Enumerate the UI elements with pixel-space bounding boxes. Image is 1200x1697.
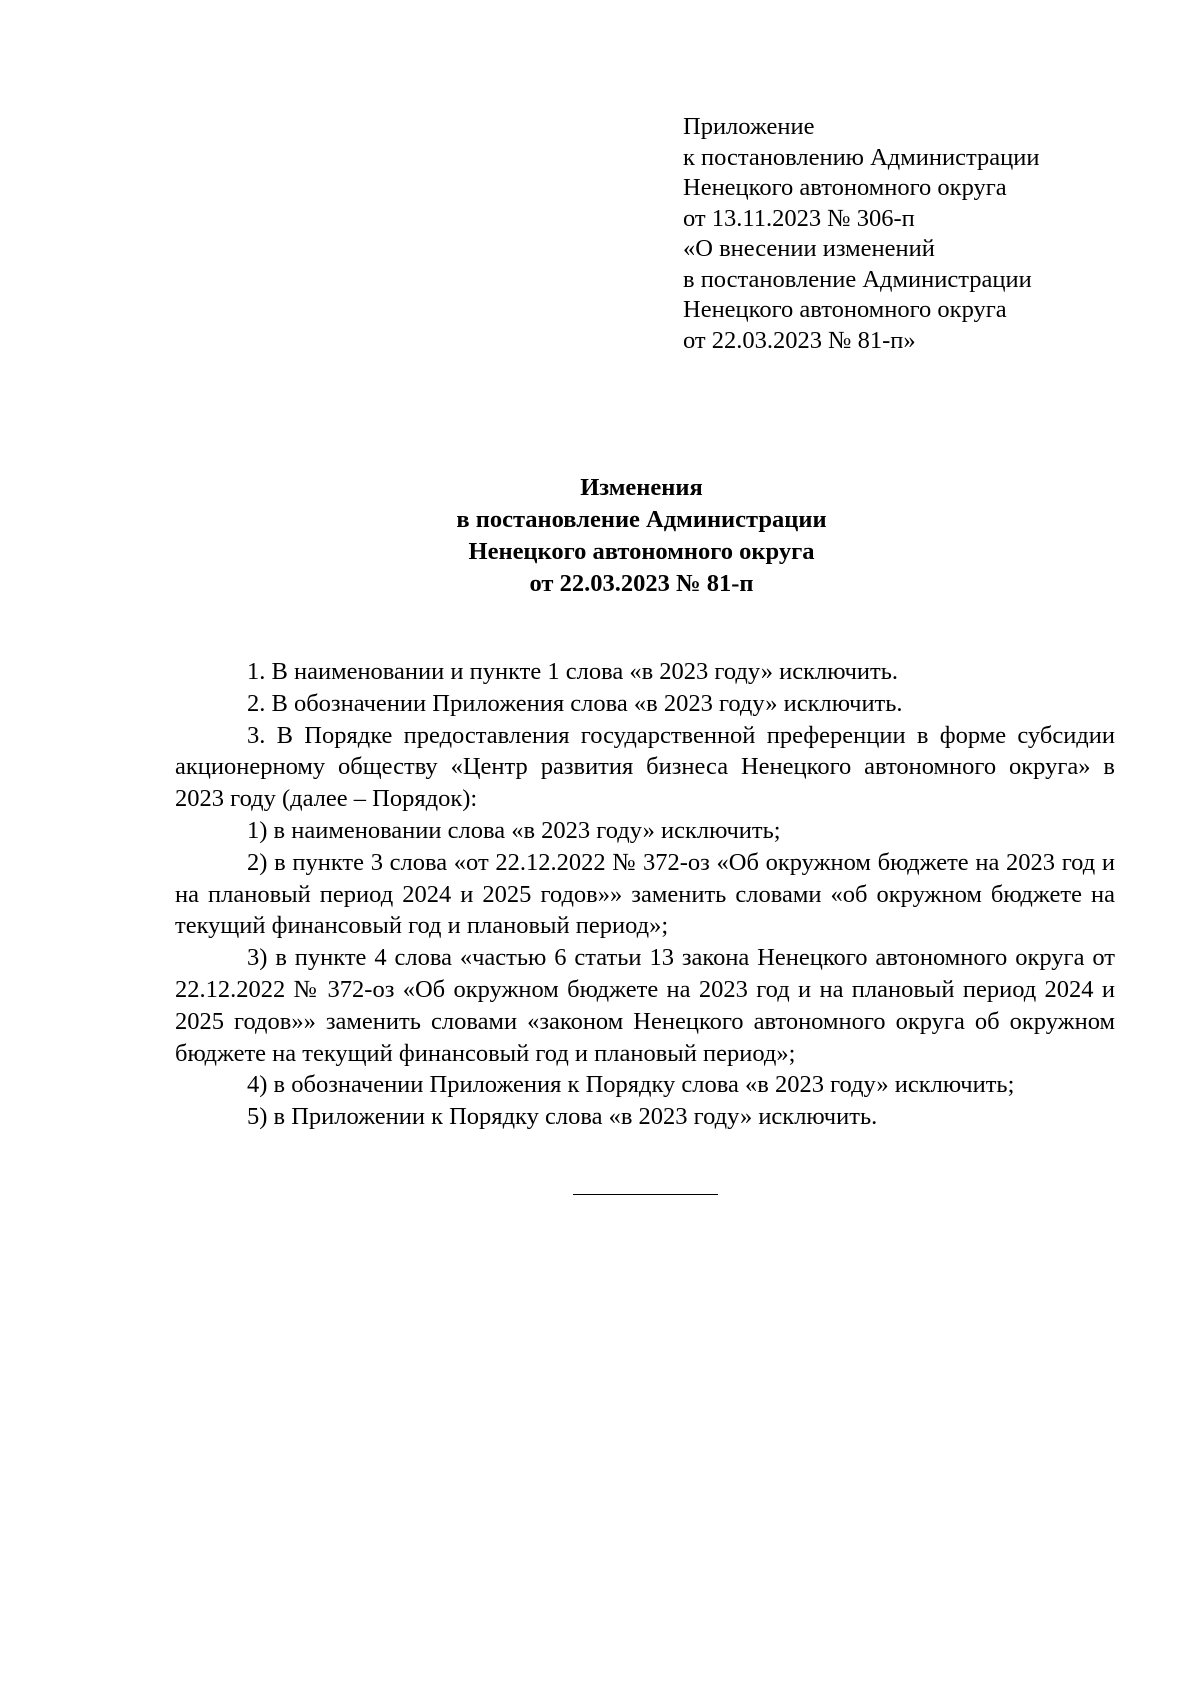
paragraph-1: 1. В наименовании и пункте 1 слова «в 2023 году» исключить. [247,658,899,685]
paragraph-3: 3. В Порядке предоставления государственной преференции в форме субсидии акционерному обществу «Центр развития бизнеса Ненецкого автономного округа» в 2023 году (далее – Порядок): [175,721,1115,813]
document-title [0,472,1200,600]
closing-separator-line [573,1194,718,1195]
subitem-2: 2) в пункте 3 слова «от 22.12.2022 № 372-оз «Об окружном бюджете на 2023 год и на плановый период 2024 и 2025 годов»» заменить словами «об окружном бюджете на текущий финансовый год и плановый период»; [175,848,1115,940]
appendix-line: Ненецкого автономного округа [683,174,1007,201]
title-line: Изменения [580,474,703,501]
title-line: Ненецкого автономного округа [468,538,815,565]
subitem-1: 1) в наименовании слова «в 2023 году» исключить; [247,816,781,844]
title-line: от 22.03.2023 № 81-п [529,570,754,597]
title-line: в постановление Администрации [456,506,827,533]
appendix-line: в постановление Администрации [683,265,1032,293]
appendix-line: Ненецкого автономного округа [683,296,1007,323]
appendix-line: «О внесении изменений [683,235,935,262]
document-body [175,656,1115,1133]
appendix-line: к постановлению Администрации [683,143,1040,171]
subitem-4: 4) в обозначении Приложения к Порядку слова «в 2023 году» исключить; [247,1071,1015,1099]
appendix-line: от 22.03.2023 № 81-п» [683,326,916,354]
appendix-line: от 13.11.2023 № 306-п [683,204,915,232]
subitem-3: 3) в пункте 4 слова «частью 6 статьи 13 закона Ненецкого автономного округа от 22.12.2022 № 372-оз «Об окружном бюджете на 2023 год и на плановый период 2024 и 2025 годов»» заменить словами «законом Ненецкого автономного округа об окружном бюджете на текущий финансовый год и плановый период»; [175,944,1115,1067]
paragraph-2: 2. В обозначении Приложения слова «в 2023 году» исключить. [247,689,903,717]
appendix-line: Приложение [683,113,815,140]
appendix-block [683,112,1163,356]
subitem-5: 5) в Приложении к Порядку слова «в 2023 году» исключить. [247,1103,878,1131]
